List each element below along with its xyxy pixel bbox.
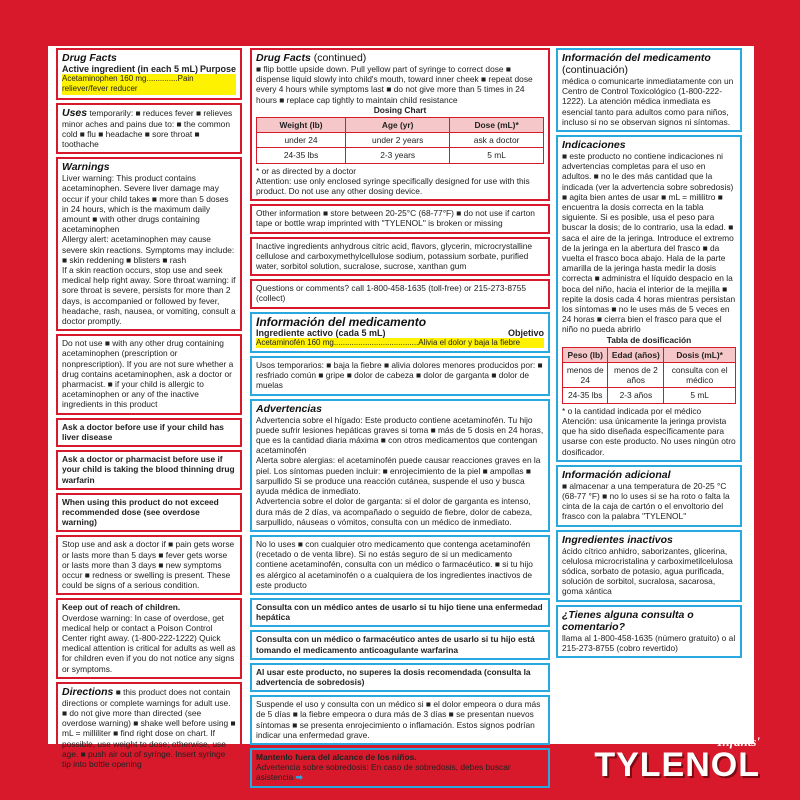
keep-out-text: Keep out of reach of children. — [62, 602, 181, 613]
es-when-using: Al usar este producto, no superes la dosis recomendada (consulta la advertencia de sobredosis) — [256, 666, 531, 687]
active-ingredient-header — [62, 64, 236, 74]
es-indications-text: ■ este producto no contiene indicaciones ni advertencias completas para el uso en adultos. ■ no le des más cantidad que la indicada (ver la advertencia sobre sobredosis) ■ agita bien antes de usar ■ mL = mililitro ■ encuentra la dosis correcta en la tabla siguiente. Si es posible, usa el peso para buscar la dosis; de lo contrario, usa la edad. ■ saca el aire de la jeringa. Introduce el extremo de la jeringa en la abertura del frasco ■ da vuelta el frasco boca abajo. Hala de la parte amarilla de la jeringa hasta medir la dosis correcta ■ administra el líquido despacio en la boca del niño, hacia el interior de la mejilla ■ repite la dosis cada 4 horas mientras persistan los síntomas ■ no le uses más de 5 veces en 24 horas ■ cierra bien el frasco para que el niño no pueda abrirlo — [562, 151, 736, 335]
es-keep: Mantenlo fuera del alcance de los niños. — [256, 751, 417, 762]
column-english-1 — [56, 48, 242, 777]
es-throat: Advertencia sobre el dolor de garganta: si el dolor de garganta es intenso, dura más de 2 días, va acompañado o seguido de fiebre, dolor de cabeza, sarpullido, náuseas o vómitos, consulta con un médico de inmediato. — [256, 496, 533, 527]
es-inactive-box — [556, 530, 742, 602]
purpose-label: Purpose — [199, 64, 236, 74]
allergy-continued: If a skin reaction occurs, stop use and seek medical help right away. Sore throat warning: if sore throat is severe, persists for more than 2 days, is accompanied or followed by fever, headache, rash, nausea, or vomiting, consult a doctor promptly. — [62, 265, 236, 327]
dosing-header: Dosis (mL)* — [664, 347, 736, 362]
table-cell: menos de 2 años — [608, 363, 664, 388]
es-consult1-box — [250, 598, 550, 627]
es-dosing-title: Tabla de dosificación — [606, 334, 692, 345]
es-liver: Advertencia sobre el hígado: Este producto contiene acetaminofén. Tu hijo puede sufrir lesiones hepáticas graves si toma ■ más de 5 dosis en 24 horas, que es la cantidad diaria máxima ■ con otros medicamentos que contengan acetaminofén — [256, 414, 544, 456]
other-info-box — [250, 204, 550, 233]
es-stop: Suspende el uso y consulta con un médico si ■ el dolor empeora o dura más de 5 días ■ la fiebre empeora o dura más de 3 días ■ se presentan nuevos síntomas ■ se presenta enrojecimiento o inflamación. Estos signos podrían indicar una enfermedad grave. — [256, 699, 541, 740]
when-using-box — [56, 493, 242, 533]
do-not-use-box — [56, 334, 242, 414]
es-dosing-table — [562, 347, 736, 404]
es-when-using-box — [250, 663, 550, 692]
continue-arrow-icon: ➡ — [295, 772, 303, 783]
es-indications-box — [556, 135, 742, 462]
table-cell: 5 mL — [664, 388, 736, 403]
es-questions-title: ¿Tienes alguna consulta o comentario? — [562, 608, 694, 633]
es-questions-box — [556, 605, 742, 658]
table-row — [257, 148, 544, 163]
active-ingredient-label: Active ingredient (in each 5 mL) — [62, 64, 199, 74]
table-cell: 5 mL — [450, 148, 544, 163]
continued-text: ■ flip bottle upside down. Pull yellow part of syringe to correct dose ■ dispense liquid slowly into child's mouth, toward inner cheek ■ repeat dose every 4 hours while symptoms last ■ do not give more than 5 times in 24 hours ■ replace cap tightly to maintain child resistance — [256, 64, 533, 105]
table-cell: ask a doctor — [450, 133, 544, 148]
es-inactive-text: ácido cítrico anhidro, saborizantes, glicerina, celulosa microcristalina y carboximetilcelulosa sódica, sorbato de potasio, agua purificada, solución de sorbitol, sucralosa, sacarosa, goma xántica — [562, 545, 733, 597]
es-stop-box — [250, 695, 550, 745]
es-uses-text: Usos temporarios: ■ baja la fiebre ■ alivia dolores menores producidos por: ■ resfriado común ■ gripe ■ dolor de cabeza ■ dolor de garganta ■ dolor de muelas — [256, 360, 543, 391]
dosing-header: Edad (años) — [608, 347, 664, 362]
dosing-header: Peso (lb) — [563, 347, 608, 362]
logo-brand: TYLENOL — [594, 746, 760, 784]
stop-use-box — [56, 535, 242, 595]
table-cell: menos de 24 — [563, 363, 608, 388]
es-additional-text: ■ almacenar a una temperatura de 20-25 °C (68-77 °F) ■ no lo uses si se ha roto o falta la cinta de la caja de cartón o el envoltorio del frasco con la palabra "TYLENOL" — [562, 480, 730, 522]
questions-box — [250, 279, 550, 308]
es-no-use-box — [250, 535, 550, 595]
dosing-chart-table — [256, 117, 544, 164]
ask-doctor-pharmacist-box — [56, 450, 242, 490]
es-continued-text: médica o comunicarte inmediatamente con un Centro de Control Toxicológico (1-800-222-1222). La atención médica inmediata es esencial tanto para adultos como para niños, incluso si no se observan signos ni síntomas. — [562, 76, 734, 127]
dosing-header: Weight (lb) — [257, 118, 346, 133]
es-warnings-title: Advertencias — [256, 402, 322, 415]
table-cell: 2-3 años — [608, 388, 664, 403]
drug-facts-title: Drug Facts — [62, 52, 117, 64]
table-row — [257, 133, 544, 148]
es-warnings-box — [250, 399, 550, 532]
uses-box — [56, 103, 242, 155]
es-active-label: Ingrediente activo (cada 5 mL) — [256, 327, 386, 338]
es-purpose-label: Objetivo — [507, 327, 544, 338]
es-inactive-title: Ingredientes inactivos — [562, 533, 673, 546]
table-cell: 24-35 lbs — [257, 148, 346, 163]
directions-text: ■ this product does not contain directions or complete warnings for adult use. ■ do not give more than directed (see overdose warning) ■ shake well before using ■ mL = milliliter ■ find right dose on chart. If possible, use weight to dose; otherwise, use age. ■ push air out of syringe. Insert syringe tip into bottle opening — [62, 686, 236, 769]
warnings-box — [56, 157, 242, 331]
es-continued-suffix: (continuación) — [562, 64, 628, 76]
es-no-use: No lo uses ■ con cualquier otro medicamento que contenga acetaminofén (recetado o de venta libre). Si no estás seguro de si un medicamento contiene acetaminofén, consulta con un médico o farmacéutico. ■ si tu hijo es alérgico al acetaminofén o a cualquiera de los ingredientes inactivos de este producto — [256, 538, 533, 590]
keep-out-box — [56, 598, 242, 678]
when-using-text: When using this product do not exceed recommended dose (see overdose warning) — [62, 496, 219, 528]
es-keep-box — [250, 748, 550, 788]
attention-text: Attention: use only enclosed syringe specifically designed for use with this product. Do not use any other dosing device. — [256, 175, 530, 197]
stop-use-text: Stop use and ask a doctor if ■ pain gets worse or lasts more than 5 days ■ fever gets worse or lasts more than 3 days ■ new symptoms occur ■ redness or swelling is present. These could be signs of a serious condition. — [62, 539, 235, 591]
dosing-chart-title: Dosing Chart — [373, 104, 427, 115]
es-allergy: Alerta sobre alergias: el acetaminofén puede causar reacciones graves en la piel. Los síntomas pueden incluir: ■ enrojecimiento de la piel ■ ampollas ■ sarpullido Si se produce una reacción cutánea, suspende el uso y busca ayuda médica de inmediato. — [256, 455, 541, 497]
table-cell: consulta con el médico — [664, 363, 736, 388]
column-middle — [250, 48, 550, 791]
warnings-title: Warnings — [62, 161, 110, 174]
ask-doctor-text: Ask a doctor before use if your child has liver disease — [62, 421, 224, 442]
continue-arrow-icon: ➡ — [143, 758, 151, 769]
table-row — [563, 388, 736, 403]
es-info-box — [250, 312, 550, 353]
es-consult1: Consulta con un médico antes de usarlo si tu hijo tiene una enfermedad hepática — [256, 601, 543, 623]
allergy-alert: Allergy alert: acetaminophen may cause severe skin reactions. Symptoms may include: ■ skin reddening ■ blisters ■ rash — [62, 234, 235, 265]
es-attention: Atención: usa únicamente la jeringa provista que ha sido diseñada específicamente para usarse con este producto. No uses ningún otro dosificador. — [562, 415, 736, 457]
ask-doctor-pharmacist-text: Ask a doctor or pharmacist before use if your child is taking the blood thinning drug warfarin — [62, 454, 235, 485]
dosing-header: Dose (mL)* — [450, 118, 544, 133]
es-indications-title: Indicaciones — [562, 139, 626, 152]
drug-facts-box — [56, 48, 242, 100]
active-ingredient-value: Acetaminophen 160 mg..............Pain reliever/fever reducer — [62, 74, 236, 94]
es-consult2: Consulta con un médico o farmacéutico antes de usarlo si tu hijo está tomando el medicamento anticoagulante warfarina — [256, 634, 535, 655]
table-cell: under 2 years — [346, 133, 450, 148]
column-spanish-2 — [556, 48, 742, 661]
es-questions-text: llama al 1-800-458-1635 (número gratuito) o al 215-273-8755 (cobro revertido) — [562, 632, 736, 653]
dosing-header: Age (yr) — [346, 118, 450, 133]
logo-infants: Infants' — [717, 734, 760, 749]
do-not-use-text: Do not use ■ with any other drug containing acetaminophen (prescription or nonprescription). If you are not sure whether a drug contains acetaminophen, ask a doctor or pharmacist. ■ if your child is allergic to acetaminophen or any of the inactive ingredients in this product — [62, 338, 234, 410]
es-dosing-note: * o la cantidad indicada por el médico — [562, 405, 702, 416]
inactive-text: Inactive ingredients anhydrous citric acid, flavors, glycerin, microcrystalline cellulose and carboxymethylcellulose sodium, potassium sorbate, purified water, sorbitol solution, sucralose, sucrose, xanthan gum — [256, 240, 533, 272]
other-info-text: Other information ■ store between 20-25°C (68-77°F) ■ do not use if carton tape or bottle wrap imprinted with "TYLENOL" is broken or missing — [256, 208, 535, 229]
table-cell: 24-35 lbs — [563, 388, 608, 403]
es-continued-title: Información del medicamento — [562, 52, 711, 64]
liver-warning: Liver warning: This product contains acetaminophen. Severe liver damage may occur if your child takes ■ more than 5 doses in 24 hours, which is the maximum daily amount ■ with other drugs containing acetaminophen — [62, 173, 229, 235]
es-title: Información del medicamento — [256, 314, 427, 329]
dosing-note: * or as directed by a doctor — [256, 165, 357, 176]
es-overdose: Advertencia sobre sobredosis: En caso de sobredosis, debes buscar asistencia — [256, 762, 511, 783]
inactive-box — [250, 237, 550, 277]
es-continued-box — [556, 48, 742, 132]
table-row — [563, 363, 736, 388]
uses-text: temporarily: ■ reduces fever ■ relieves minor aches and pains due to: ■ the common cold ■ flu ■ headache ■ sore throat ■ toothache — [62, 107, 233, 150]
es-additional-box — [556, 465, 742, 527]
overdose-text: Overdose warning: In case of overdose, get medical help or contact a Poison Control Center right away. (1-800-222-1222) Quick medical attention is critical for adults as well as for children even if you do not notice any signs or symptoms. — [62, 612, 236, 674]
tylenol-logo — [594, 734, 760, 784]
directions-title: Directions — [62, 685, 114, 698]
es-active-value: Acetaminofén 160 mg......................................Alivia el dolor y baja la fiebre — [256, 338, 544, 348]
continued-title: Drug Facts — [256, 52, 311, 64]
table-cell: 2-3 years — [346, 148, 450, 163]
drug-facts-continued-box — [250, 48, 550, 201]
continued-suffix: (continued) — [313, 52, 367, 64]
es-additional-title: Información adicional — [562, 468, 671, 481]
es-uses-box — [250, 356, 550, 396]
uses-title: Uses — [62, 106, 88, 119]
ask-doctor-box — [56, 418, 242, 447]
es-consult2-box — [250, 630, 550, 659]
table-cell: under 24 — [257, 133, 346, 148]
questions-text: Questions or comments? call 1-800-458-1635 (toll-free) or 215-273-8755 (collect) — [256, 283, 527, 304]
directions-box — [56, 682, 242, 774]
